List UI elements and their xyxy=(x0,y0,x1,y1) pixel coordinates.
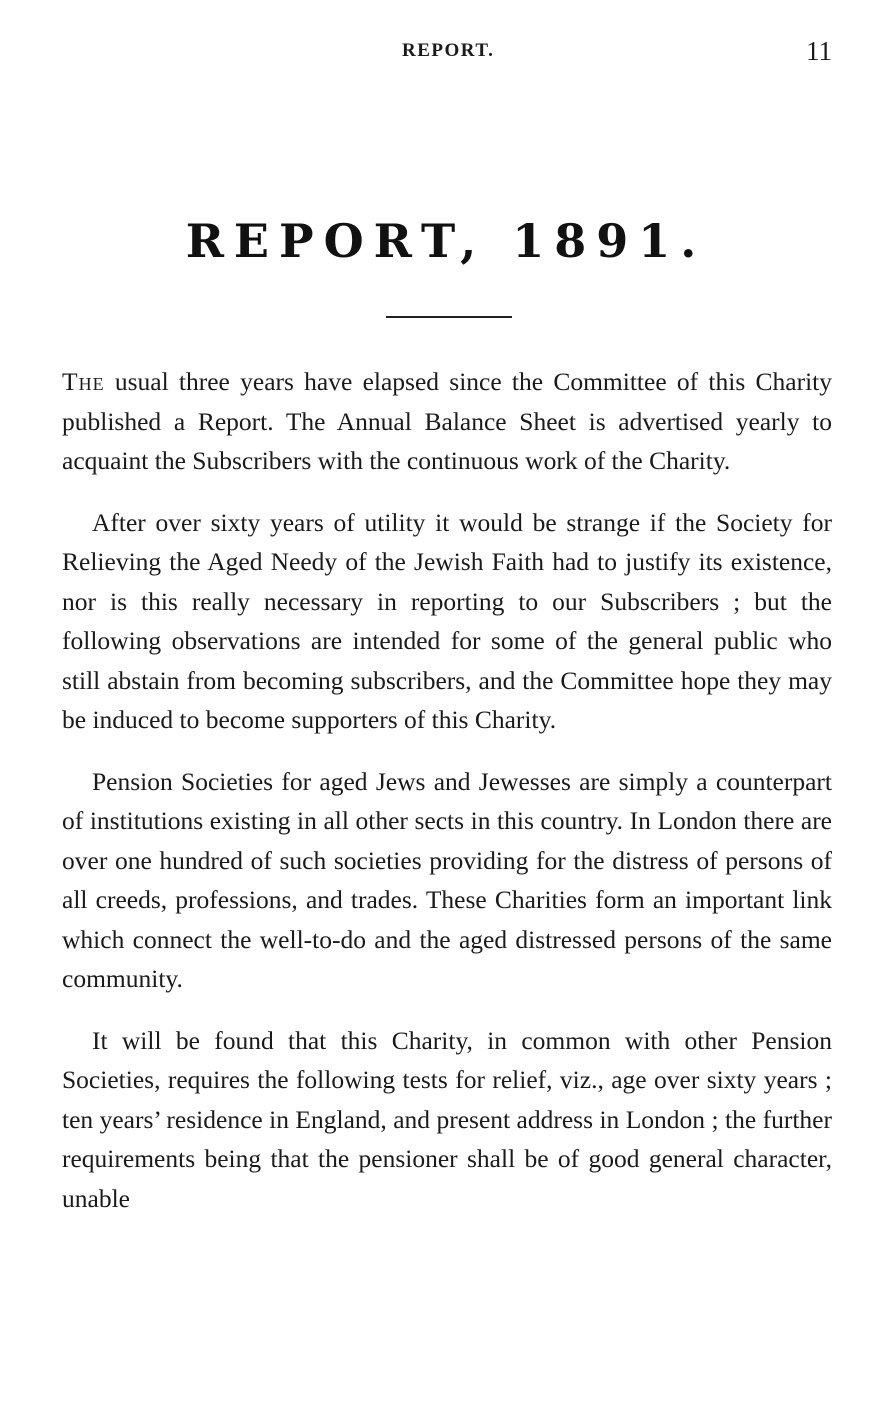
paragraph-1-text: usual three years have elapsed since the Committee of this Charity published a Report. The Annual Balance Sheet is advertised yearly to acquaint the Subscribers with the continuous work of the Charity. xyxy=(62,367,832,475)
page-number: 11 xyxy=(806,36,832,66)
paragraph-2: After over sixty years of utility it would be strange if the Society for Relieving the Aged Needy of the Jewish Faith had to justify its existence, nor is this really necessary in reporting to our Subscribers ; but the following observations are intended for some of the general public who still abstain from becoming subscribers, and the Committee hope they may be induced to become supporters of this Charity. xyxy=(62,507,832,734)
running-title: REPORT. xyxy=(402,40,495,61)
paragraph-3: Pension Societies for aged Jews and Jewesses are simply a counterpart of institutions existing in all other sects in this country. In London there are over one hundred of such societies providing for the distress of persons of all creeds, professions, and trades. These Charities form an important link which connect the well-to-do and the aged distressed persons of the same community. xyxy=(62,766,832,993)
running-header xyxy=(0,36,892,70)
paragraph-4: It will be found that this Charity, in common with other Pension Societies, requires the following tests for relief, viz., age over sixty years ; ten years’ residence in England, and present address in London ; the further requirements being that the pensioner shall be of good general character, unable xyxy=(62,1025,832,1213)
report-title: REPORT, 1891. xyxy=(185,214,707,268)
paragraph-1 xyxy=(62,362,832,481)
title-rule xyxy=(386,316,512,318)
paragraph-lead-word: The xyxy=(62,367,105,396)
body-text xyxy=(62,362,832,1240)
